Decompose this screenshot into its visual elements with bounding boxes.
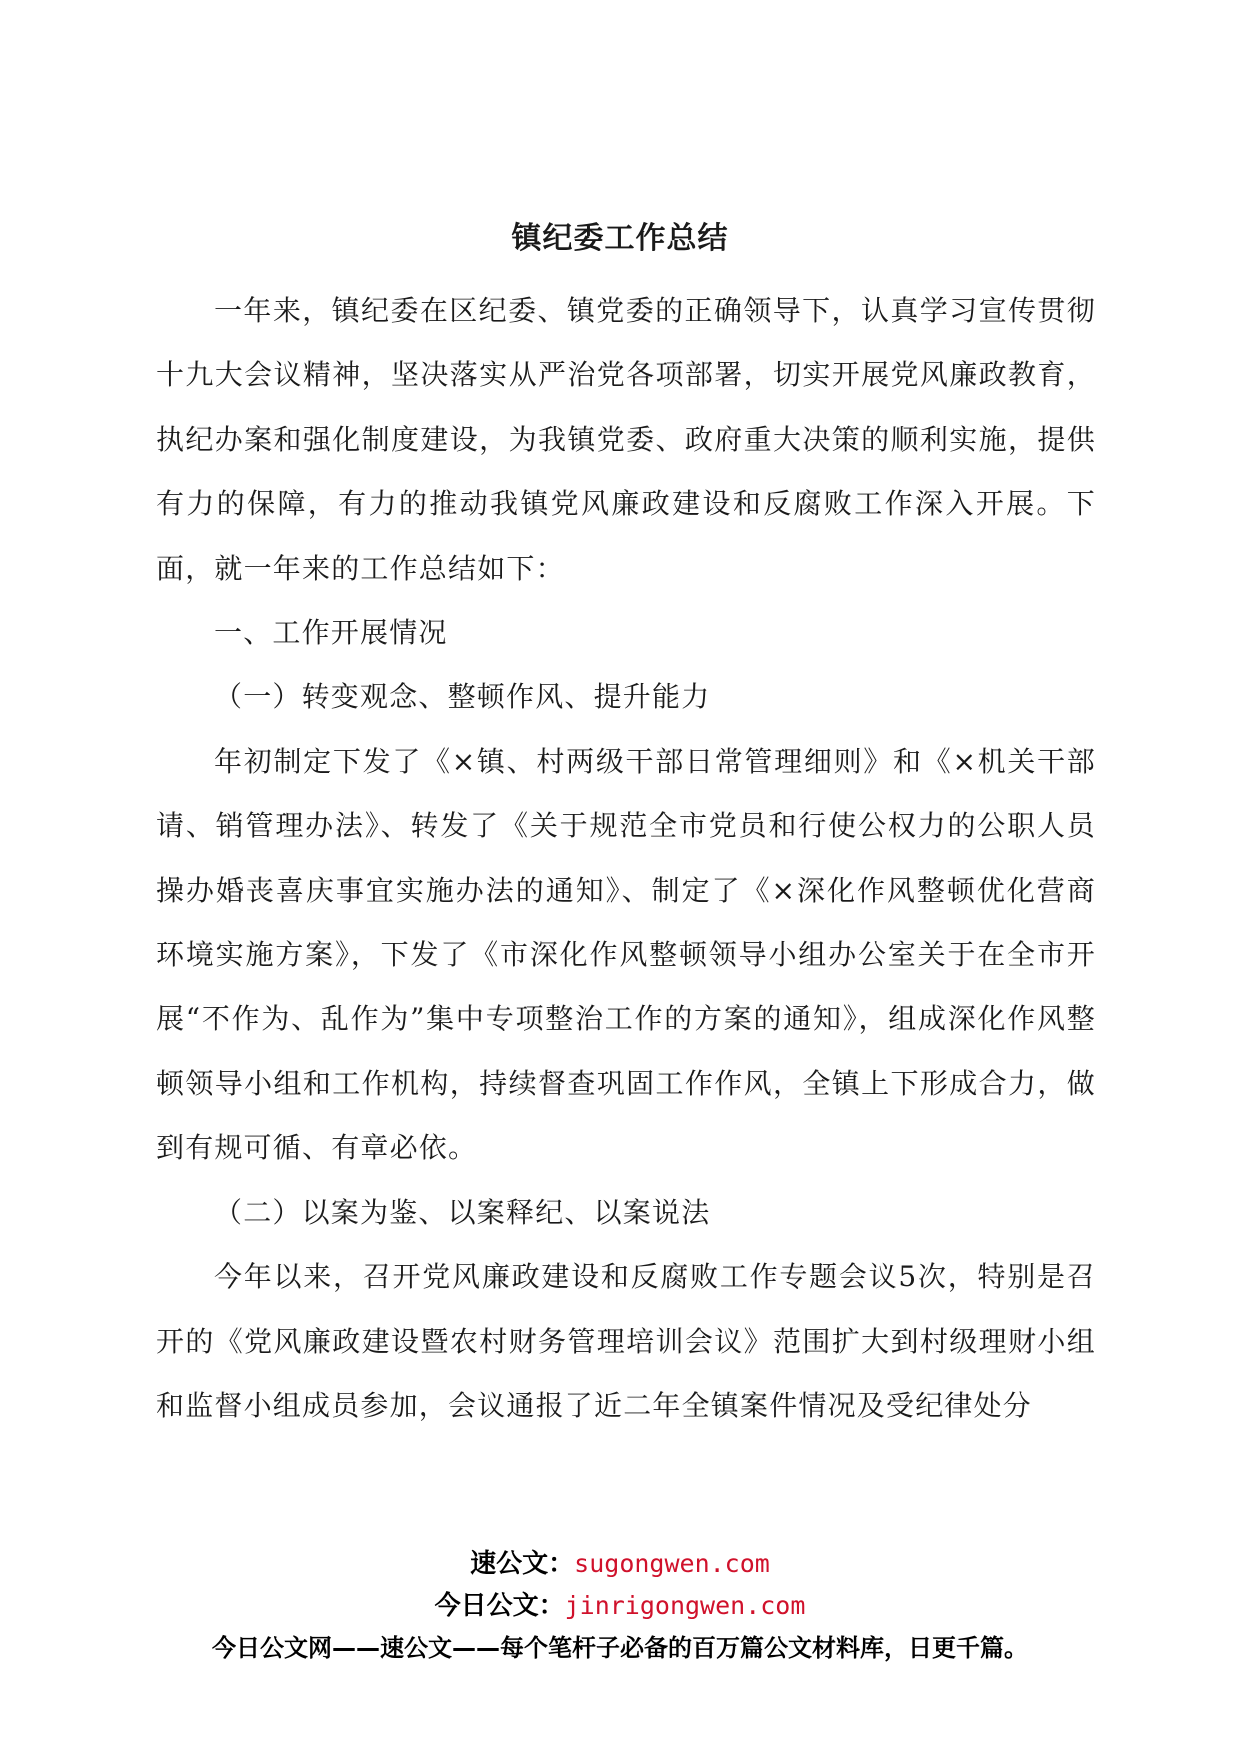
subsection-heading-1: （一）转变观念、整顿作风、提升能力 [214, 680, 711, 714]
document-title: 镇纪委工作总结 [511, 221, 729, 256]
footer-label-sugongwen: 速公文： [470, 1549, 575, 1579]
document-body [156, 279, 1096, 1438]
subsection-heading-2: （二）以案为鉴、以案释纪、以案说法 [214, 1195, 711, 1229]
paragraph-2: 今年以来，召开党风廉政建设和反腐败工作专题会议5次，特别是召开的《党风廉政建设暨农村财务管理培训会议》范围扩大到村级理财小组和监督小组成员参加，会议通报了近二年全镇案件情况及受纪律处分 [156, 1260, 1096, 1422]
footer-label-jinrigongwen: 今日公文： [434, 1591, 565, 1621]
footer-line-jinrigongwen [0, 1585, 1240, 1622]
section-heading: 一、工作开展情况 [214, 616, 448, 650]
sugongwen-link[interactable]: sugongwen.com [574, 1549, 770, 1578]
paragraph-1: 年初制定下发了《×镇、村两级干部日常管理细则》和《×机关干部请、销管理办法》、转发了《关于规范全市党员和行使公权力的公职人员操办婚丧喜庆事宜实施办法的通知》、制定了《×深化作风整顿优化营商环境实施方案》，下发了《市深化作风整顿领导小组办公室关于在全市开展“不作为、乱作为”集中专项整治工作的方案的通知》，组成深化作风整顿领导小组和工作机构，持续督查巩固工作作风，全镇上下形成合力，做到有规可循、有章必依。 [156, 744, 1096, 1165]
footer-slogan: 今日公文网——速公文——每个笔杆子必备的百万篇公文材料库，日更千篇。 [212, 1634, 1028, 1662]
paragraph-intro: 一年来，镇纪委在区纪委、镇党委的正确领导下，认真学习宣传贯彻十九大会议精神，坚决落实从严治党各项部署，切实开展党风廉政教育，执纪办案和强化制度建设，为我镇党委、政府重大决策的顺利实施，提供有力的保障，有力的推动我镇党风廉政建设和反腐败工作深入开展。下面，就一年来的工作总结如下： [156, 294, 1096, 585]
jinrigongwen-link[interactable]: jinrigongwen.com [564, 1591, 806, 1620]
footer-line-sugongwen [0, 1543, 1240, 1580]
